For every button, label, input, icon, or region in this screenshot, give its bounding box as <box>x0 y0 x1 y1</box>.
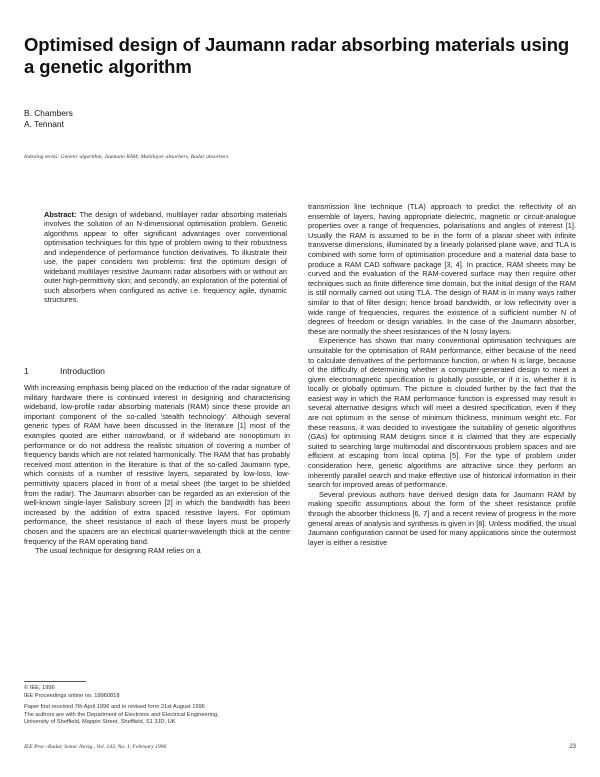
body-paragraph: The usual technique for designing RAM relies on a <box>35 546 201 556</box>
affiliation-note: University of Sheffield, Mappin Street, Sheffield, S1 3JD, UK <box>24 719 176 725</box>
section-heading <box>24 366 105 376</box>
body-paragraph: transmission line technique (TLA) approach to predict the reflectivity of an ensemble of layers, having appropriate dielectric, magnetic or circuit-analogue properties over a range of frequencies, polarisations and angles of interest [1]. Usually the RAM is assumed to be in the form of a planar sheet with infinite transverse dimensions, illuminated by a linearly polarised plane wave, and TLA is combined with some form of optimisation procedure and a material data base to produce a RAM CAD software package [3, 4]. In practice, RAM sheets may be curved and the evaluation of the RAM-covered surface may then require other techniques such as finite difference time domain, but the initial design of the RAM is still normally carried out using TLA. The design of RAM is in many ways rather similar to that of filter design; hence broad bandwidth, or low reflectivity over a wide range of frequencies, requires the existence of a sufficient number N of degrees of freedom or design variables. In the case of the Jaumann absorber, these are normally the sheet resistances of the N lossy layers. <box>308 202 576 336</box>
indexing-terms: Indexing terms: Genetic algorithm, Jaumann RAM, Multilayer absorbers, Radar absorbers <box>24 154 229 160</box>
body-paragraph: Experience has shown that many conventional optimisation techniques are unsuitable for the optimisation of RAM performance, either because of the need to calculate derivatives of the performance function, or when N is large, because of the difficulty of determining whether a computer-generated design to meet a given electromagnetic specification is globally possible, or if it is, whether it is locally or globally optimum. The picture is clouded further by the fact that the easiest way in which the RAM performance function is expressed may result in several alternative designs which will meet a desired specification, even if they are not optimum in the sense of minimum thickness, minimum weight etc. For these reasons, it was decided to investigate the suitability of genetic algorithms (GAs) for optimising RAM designs since it is claimed that they are especially suited to searching large multimodal and discontinuous problem spaces and are efficient at escaping from local optima [5]. For the type of problem under consideration here, genetic algorithms are attractive since they perform an inherently parallel search and make effective use of historical information in their search for improved areas of performance. <box>308 336 576 490</box>
received-note: Paper first received 7th April 1996 and in revised form 21st August 1996 <box>24 704 205 710</box>
footnote-divider <box>24 681 86 682</box>
author-name: B. Chambers <box>24 108 73 118</box>
abstract-label: Abstract: <box>44 210 77 219</box>
author-name: A. Tennant <box>24 119 64 129</box>
paper-title: Optimised design of Jaumann radar absorbing materials using a genetic algorithm <box>24 34 570 77</box>
proceedings-note: IEE Proceedings online no. 19960818 <box>24 692 120 699</box>
body-column-right <box>308 202 576 743</box>
section-title: Introduction <box>60 366 105 376</box>
body-paragraph: With increasing emphasis being placed on the reduction of the radar signature of military hardware there is continued interest in designing and characterising wideband, low-profile radar absorbing materials (RAM) since these provide an important component of the so-called 'stealth technology'. Although several generic types of RAM have been discussed in the literature [1] most of the examples quoted are either narrowband, or if wideband are nonoptimum in performance or do not address the realistic situation of covering a number of frequency bands which are not related harmonically. The RAM that has probably received most attention in the literature is that of the so-called Jaumann type, which consists of a number of resistive layers, separated by low-loss, low-permittivity spacers placed in front of a metal sheet (the target to be shielded from the radar). The Jaumann absorber can be regarded as an extension of the well-known single-layer Salisbury screen [2] in which the bandwidth has been increased by the addition of extra spaced resistive layers. For optimum performance, the sheet resistance of each of these layers must be properly chosen and the spacers are an electrical quarter-wavelength thick at the centre frequency of the RAM operating band. <box>24 383 290 546</box>
section-number: 1 <box>24 366 29 376</box>
footnotes <box>24 685 292 727</box>
abstract <box>44 210 287 346</box>
copyright-note: © IEE, 1996 <box>24 685 55 691</box>
author-list <box>24 108 73 130</box>
body-column-left <box>24 383 290 679</box>
page-number: 23 <box>569 744 576 750</box>
body-paragraph: Several previous authors have derived design data for Jaumann RAM by making specific assumptions about the form of the sheet resistance profile through the absorber thickness [6, 7] and a recent review of progress in the more general areas of analysis and synthesis is given in [8]. Unless modified, the usual Jaumann configuration cannot be used for many applications since the outermost layer is either a resistive <box>308 489 576 547</box>
abstract-text: The design of wideband, multilayer radar absorbing materials involves the solution of an N-dimensional optimisation problem. Genetic algorithms appear to offer significant advantages over conventional optimisation techniques for this type of problem owing to their robustness and independence of performance function derivatives. To illustrate their use, the paper considers two problems: first the optimum design of wideband multilayer resistive Jaumann radar absorbers with or without an outer high-permittivity skin; and secondly, an exploration of the potential of such absorbers when configured as active i.e. frequency agile, dynamic structures. <box>44 210 287 305</box>
affiliation-note: The authors are with the Department of Electronic and Electrical Engineering, <box>24 711 219 718</box>
running-footer: IEE Proc.-Radar, Sonar Navig., Vol. 143, No. 1, February 1996 <box>24 744 167 750</box>
